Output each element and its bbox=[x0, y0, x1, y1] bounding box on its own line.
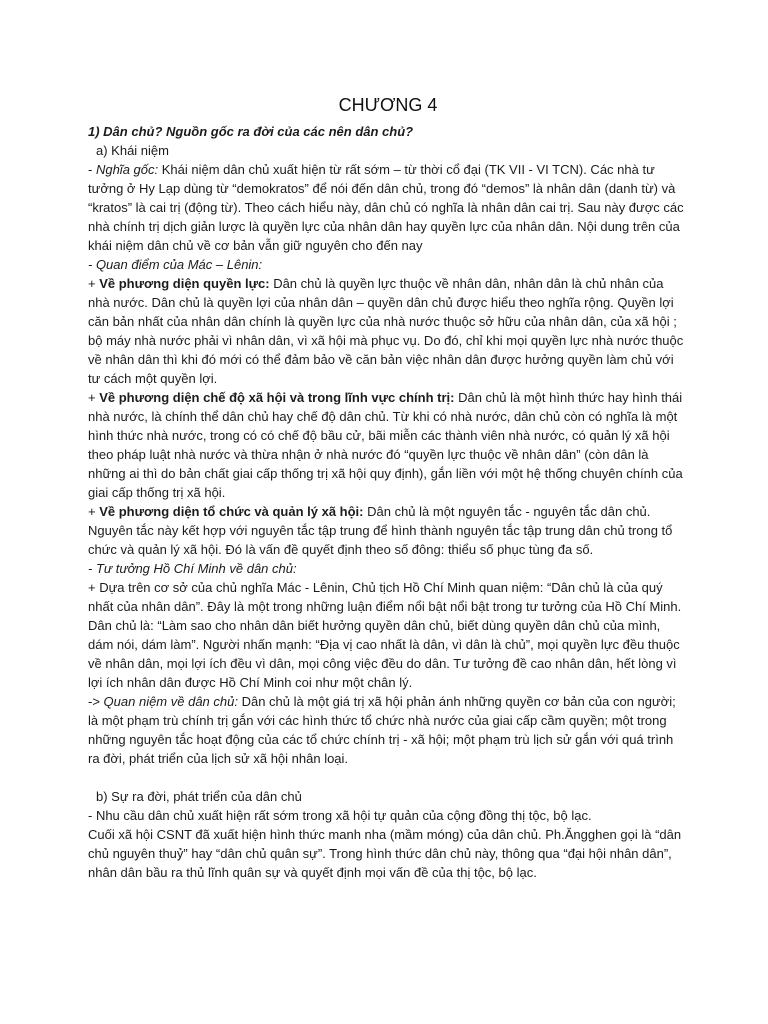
paragraph-text: Dân chủ là một giá trị xã hội phản ánh những quyền cơ bản của con người; là một phạm trù chính trị gắn với các hình thức tổ chức nhà nước của giai cấp cầm quyền; một trong những nguyên tắc hoạt động của các tổ chức chính trị - xã hội; một phạm trù lịch sử gắn với quá trình ra đời, phát triển của lịch sử xã hội nhân loại. bbox=[88, 694, 676, 766]
section-b-heading: b) Sự ra đời, phát triển của dân chủ bbox=[96, 789, 302, 804]
bullet-prefix: + bbox=[88, 390, 100, 405]
paragraph-original-meaning bbox=[88, 160, 688, 255]
term-label: Về phương diện chế độ xã hội và trong lĩnh vực chính trị: bbox=[99, 390, 455, 405]
arrow-prefix: -> bbox=[88, 694, 104, 709]
term-label: Về phương diện quyền lực: bbox=[99, 276, 270, 291]
paragraph-text: Dân chủ là quyền lực thuộc về nhân dân, nhân dân là chủ nhân của nhà nước. Dân chủ là quyền lợi của nhân dân – quyền dân chủ được hiểu theo nghĩa rộng. Quyền lợi căn bản nhất của nhân dân chính là quyền lực của nhà nước thuộc sở hữu của nhân dân, của xã hội ; bộ máy nhà nước phải vì nhân dân, vì xã hội mà phục vụ. Do đó, chỉ khi mọi quyền lực nhà nước thuộc về nhân dân thì khi đó mới có thể đảm bảo về căn bản việc nhân dân được hưởng quyền làm chủ với tư cách một quyền lợi. bbox=[88, 276, 684, 386]
paragraph-power bbox=[88, 274, 688, 388]
subheading-marx-lenin: - Quan điểm của Mác – Lênin: bbox=[88, 257, 263, 272]
question-heading: 1) Dân chủ? Nguồn gốc ra đời của các nên dân chủ? bbox=[88, 124, 414, 139]
term-label: Về phương diện tổ chức và quản lý xã hội: bbox=[99, 504, 364, 519]
term-label: Nghĩa gốc: bbox=[95, 162, 159, 177]
paragraph-text: Dân chủ là một hình thức hay hình thái nhà nước, là chính thể dân chủ hay chế độ dân chủ. Từ khi có nhà nước, dân chủ còn có nghĩa là một hình thức nhà nước, trong có có chế độ bầu cử, bãi miễn các thành viên nhà nước, có quản lý xã hội theo pháp luật nhà nước và thừa nhận ở nhà nước đó “quyền lực thuộc về nhân dân” (còn dân là những ai thì do bản chất giai cấp thống trị xã hội quy định), gắn liền với một hệ thống chuyên chính của giai cấp thống trị xã hội. bbox=[88, 390, 683, 500]
term-label: Quan niệm về dân chủ: bbox=[103, 694, 238, 709]
bullet-prefix: - bbox=[88, 162, 96, 177]
paragraph-organization bbox=[88, 502, 688, 559]
paragraph-primitive-democracy: Cuối xã hội CSNT đã xuất hiện hình thức manh nha (mầm móng) của dân chủ. Ph.Ăngghen gọi là “dân chủ nguyên thuỷ” hay “dân chủ quân sự”. Trong hình thức dân chủ này, thông qua “đại hội nhân dân”, nhân dân bầu ra thủ lĩnh quân sự và quyết định mọi vấn đề của thị tộc, bộ lạc. bbox=[88, 827, 682, 880]
paragraph-origin: - Nhu cầu dân chủ xuất hiện rất sớm trong xã hội tự quản của cộng đồng thị tộc, bộ lạc. bbox=[88, 808, 592, 823]
paragraph-text: Khái niệm dân chủ xuất hiện từ rất sớm – từ thời cổ đại (TK VII - VI TCN). Các nhà tư tưởng ở Hy Lạp dùng từ “demokratos” để nói đến dân chủ, trong đó “demos” là nhân dân (danh từ) và “kratos” là cai trị (động từ). Theo cách hiểu này, dân chủ có nghĩa là nhân dân cai trị. Sau này được các nhà chính trị dịch giản lược là quyền lực của nhân dân hay quyền lực của nhân dân. Nội dung trên của khái niệm dân chủ về cơ bản vẫn giữ nguyên cho đến nay bbox=[88, 162, 684, 253]
paragraph-text: Dân chủ là một nguyên tắc - nguyên tắc dân chủ. Nguyên tắc này kết hợp với nguyên tắc tập trung để hình thành nguyên tắc tập trung dân chủ trong tổ chức và quản lý xã hội. Đó là vấn đề quyết định theo số đông: thiểu số phục tùng đa số. bbox=[88, 504, 673, 557]
spacer bbox=[88, 768, 688, 787]
section-a-heading: a) Khái niệm bbox=[96, 143, 169, 158]
subheading-ho-chi-minh: - Tư tưởng Hồ Chí Minh về dân chủ: bbox=[88, 561, 297, 576]
bullet-prefix: + bbox=[88, 276, 100, 291]
paragraph-political-regime bbox=[88, 388, 688, 502]
paragraph-conclusion bbox=[88, 692, 688, 768]
document-page bbox=[88, 92, 688, 882]
bullet-prefix: + bbox=[88, 504, 100, 519]
paragraph-ho-chi-minh: + Dựa trên cơ sở của chủ nghĩa Mác - Lênin, Chủ tịch Hồ Chí Minh quan niệm: “Dân chủ là của quý nhất của nhân dân”. Đây là một trong những luận điểm nổi bật nổi bật trong tư tưởng của Hồ Chí Minh. Dân chủ là: “Làm sao cho nhân dân biết hưởng quyền dân chủ, biết dùng quyền dân chủ của mình, dám nói, dám làm”. Người nhấn mạnh: “Địa vị cao nhất là dân, vì dân là chủ”, mọi quyền lực đều thuộc về nhân dân, mọi lợi ích đều vì dân, mọi công việc đều do dân. Tư tưởng đề cao nhân dân, hết lòng vì lợi ích nhân dân được Hồ Chí Minh coi như một chân lý. bbox=[88, 580, 682, 690]
chapter-title: CHƯƠNG 4 bbox=[338, 95, 438, 115]
